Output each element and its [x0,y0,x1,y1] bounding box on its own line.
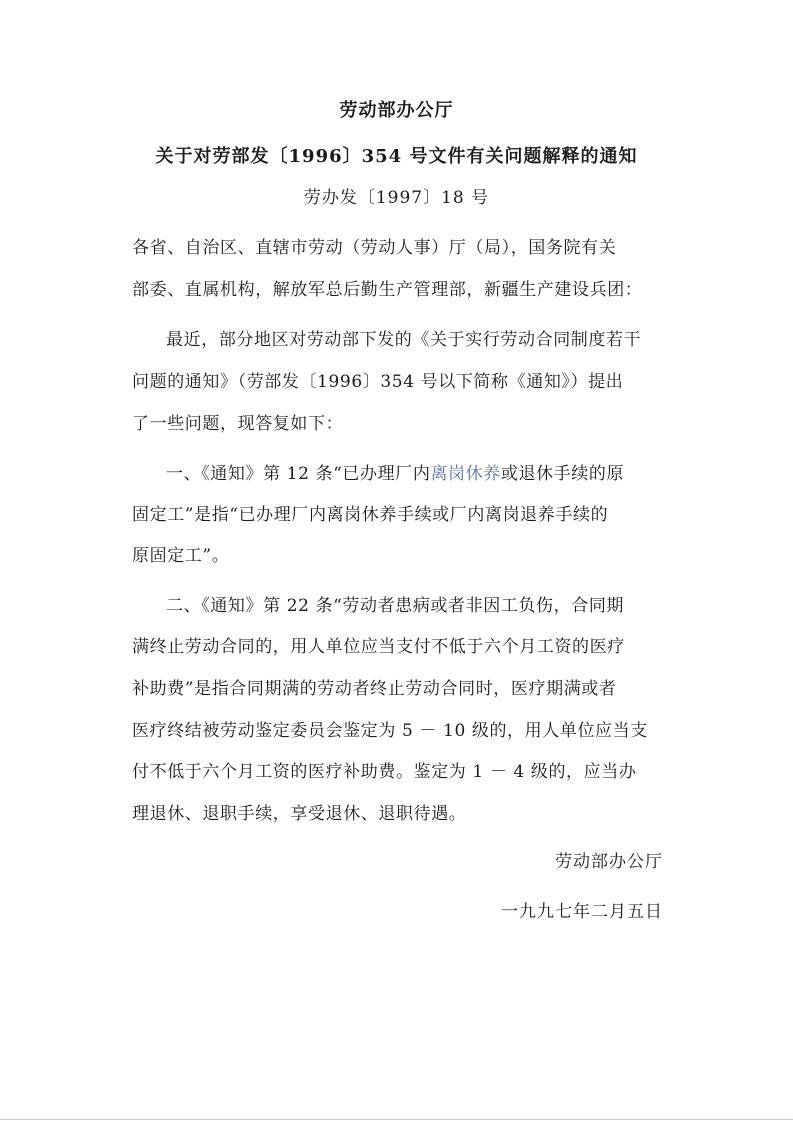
item1-prefix: 一、《通知》第 12 条“已办理厂内 [166,464,431,484]
item2-line: 二、《通知》第 22 条“劳动者患病或者非因工负伤，合同期 [166,596,625,616]
item2-line: 理退休、退职手续，享受退休、退职待遇。 [132,804,467,824]
document-number: 劳办发〔1997〕18 号 [303,188,490,208]
item2-line: 补助费”是指合同期满的劳动者终止劳动合同时，医疗期满或者 [132,679,617,699]
addressee-line: 各省、自治区、直辖市劳动（劳动人事）厅（局），国务院有关 [132,238,617,258]
item2-line: 付不低于六个月工资的医疗补助费。鉴定为 1 － 4 级的，应当办 [132,762,637,782]
item2-line: 医疗终结被劳动鉴定委员会鉴定为 5 － 10 级的，用人单位应当支 [132,721,648,741]
intro-line: 最近，部分地区对劳动部下发的《关于实行劳动合同制度若干 [166,330,642,350]
intro-line: 了一些问题，现答复如下： [132,414,344,434]
item1-line [166,459,624,484]
intro-line: 问题的通知》（劳部发〔1996〕354 号以下简称《通知》）提出 [132,372,624,392]
term-link[interactable]: 离岗休养 [430,464,501,484]
notice-title: 关于对劳部发〔1996〕354 号文件有关问题解释的通知 [155,146,638,167]
item1-line: 固定工”是指“已办理厂内离岗休养手续或厂内离岗退养手续的 [132,505,609,525]
item2-line: 满终止劳动合同的，用人单位应当支付不低于六个月工资的医疗 [132,637,625,657]
item1-line: 原固定工”。 [132,546,230,566]
page-bottom-rule [0,1119,793,1120]
signature-org: 劳动部办公厅 [555,852,663,872]
item1-suffix: 或退休手续的原 [500,464,625,484]
addressee-line: 部委、直属机构，解放军总后勤生产管理部，新疆生产建设兵团： [132,280,643,300]
issuing-org-heading: 劳动部办公厅 [339,100,454,121]
signature-date: 一九九七年二月五日 [501,902,663,922]
